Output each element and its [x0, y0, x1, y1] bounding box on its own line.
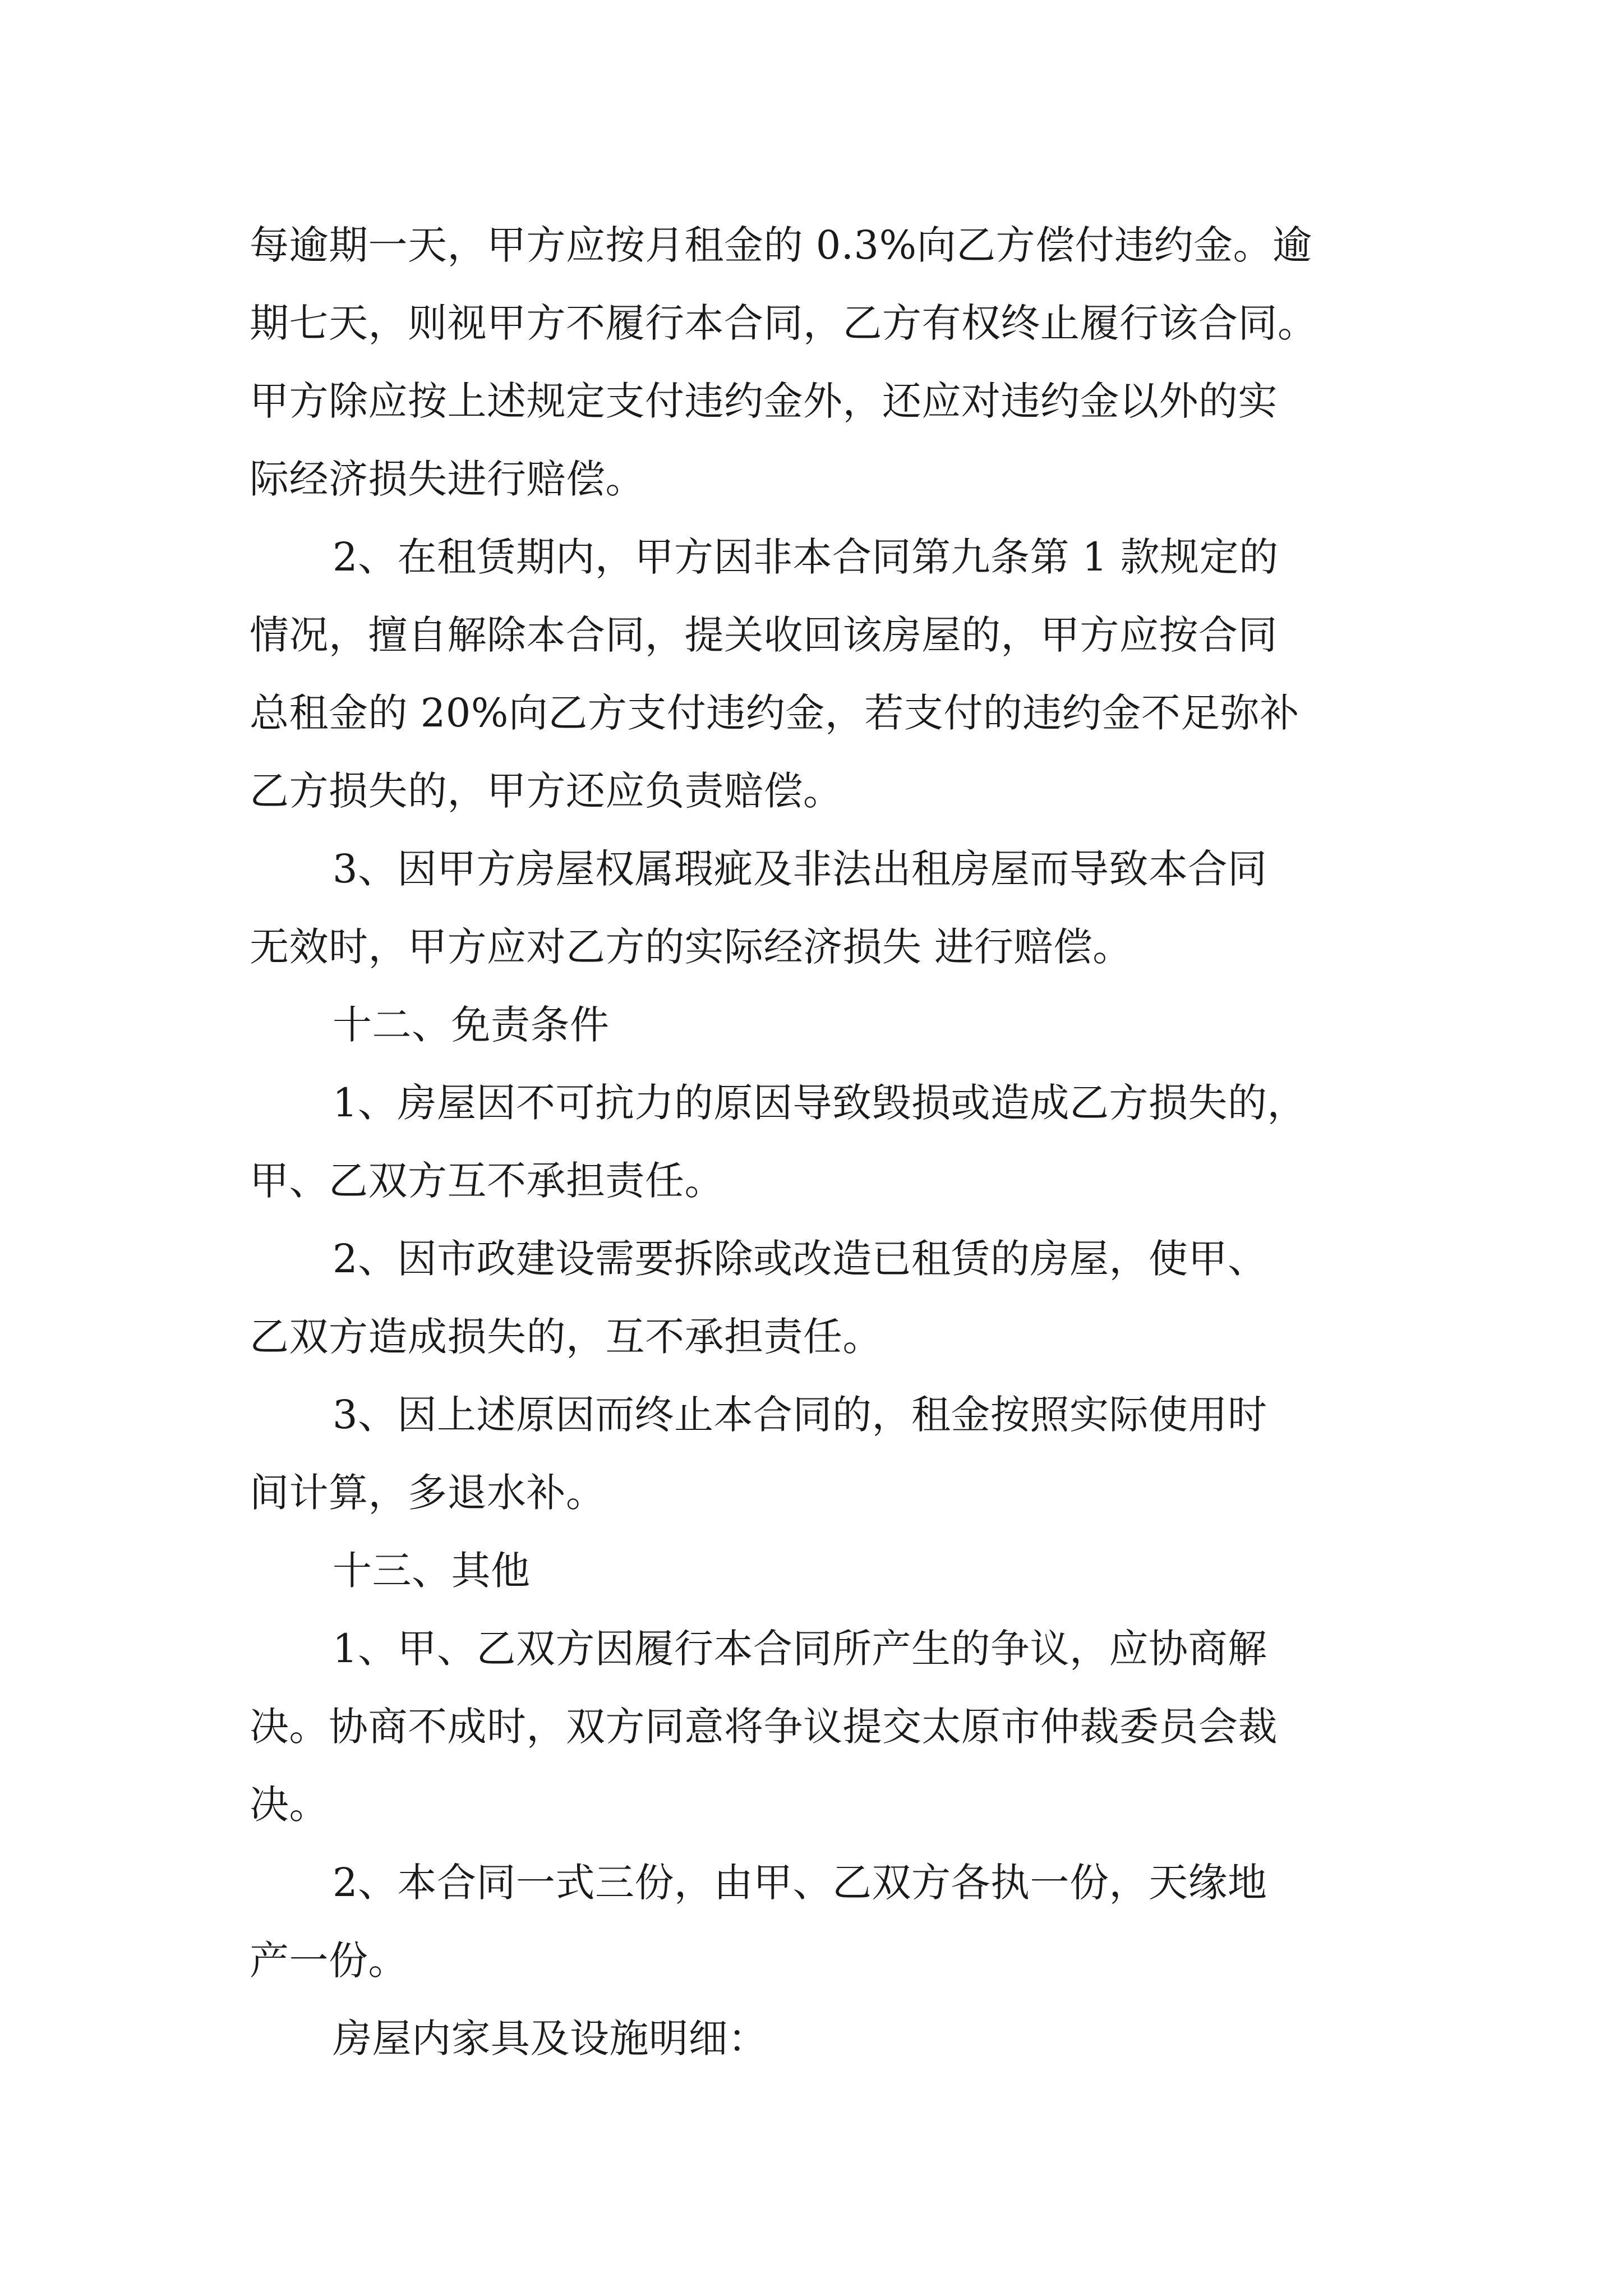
text-line: 每逾期一天，甲方应按月租金的 0.3%向乙方偿付违约金。逾 [250, 222, 1312, 268]
clause-3-start: 3、因甲方房屋权属瑕疵及非法出租房屋而导致本合同 [333, 846, 1267, 892]
text-line: 情况，擅自解除本合同，提关收回该房屋的，甲方应按合同 [250, 612, 1278, 658]
section-heading-12: 十二、免责条件 [333, 1002, 610, 1048]
clause-12-3-start: 3、因上述原因而终止本合同的，租金按照实际使用时 [333, 1392, 1267, 1438]
text-line: 总租金的 20%向乙方支付违约金，若支付的违约金不足弥补 [250, 690, 1299, 736]
text-line: 期七天，则视甲方不履行本合同，乙方有权终止履行该合同。 [250, 300, 1317, 346]
clause-12-1-start: 1、房屋因不可抗力的原因导致毁损或造成乙方损失的， [333, 1080, 1307, 1126]
clause-2-start: 2、在租赁期内，甲方因非本合同第九条第 1 款规定的 [333, 534, 1279, 580]
text-line: 产一份。 [250, 1938, 408, 1984]
section-heading-13: 十三、其他 [333, 1548, 531, 1594]
clause-12-2-start: 2、因市政建设需要拆除或改造已租赁的房屋，使甲、 [333, 1236, 1267, 1282]
text-line: 决。协商不成时，双方同意将争议提交太原市仲裁委员会裁 [250, 1704, 1278, 1750]
text-line: 际经济损失进行赔偿。 [250, 456, 645, 502]
text-line: 乙双方造成损失的，互不承担责任。 [250, 1314, 882, 1360]
text-line: 决。 [250, 1782, 329, 1828]
text-line: 甲、乙双方互不承担责任。 [250, 1158, 724, 1204]
text-line: 无效时，甲方应对乙方的实际经济损失 进行赔偿。 [250, 924, 1132, 970]
furniture-list-heading: 房屋内家具及设施明细： [333, 2016, 768, 2062]
clause-13-2-start: 2、本合同一式三份，由甲、乙双方各执一份，天缘地 [333, 1860, 1267, 1906]
text-line: 间计算，多退水补。 [250, 1470, 606, 1516]
text-line: 乙方损失的，甲方还应负责赔偿。 [250, 768, 843, 814]
clause-13-1-start: 1、甲、乙双方因履行本合同所产生的争议，应协商解 [333, 1626, 1267, 1672]
text-line: 甲方除应按上述规定支付违约金外，还应对违约金以外的实 [250, 378, 1278, 424]
contract-text [250, 206, 1394, 2078]
